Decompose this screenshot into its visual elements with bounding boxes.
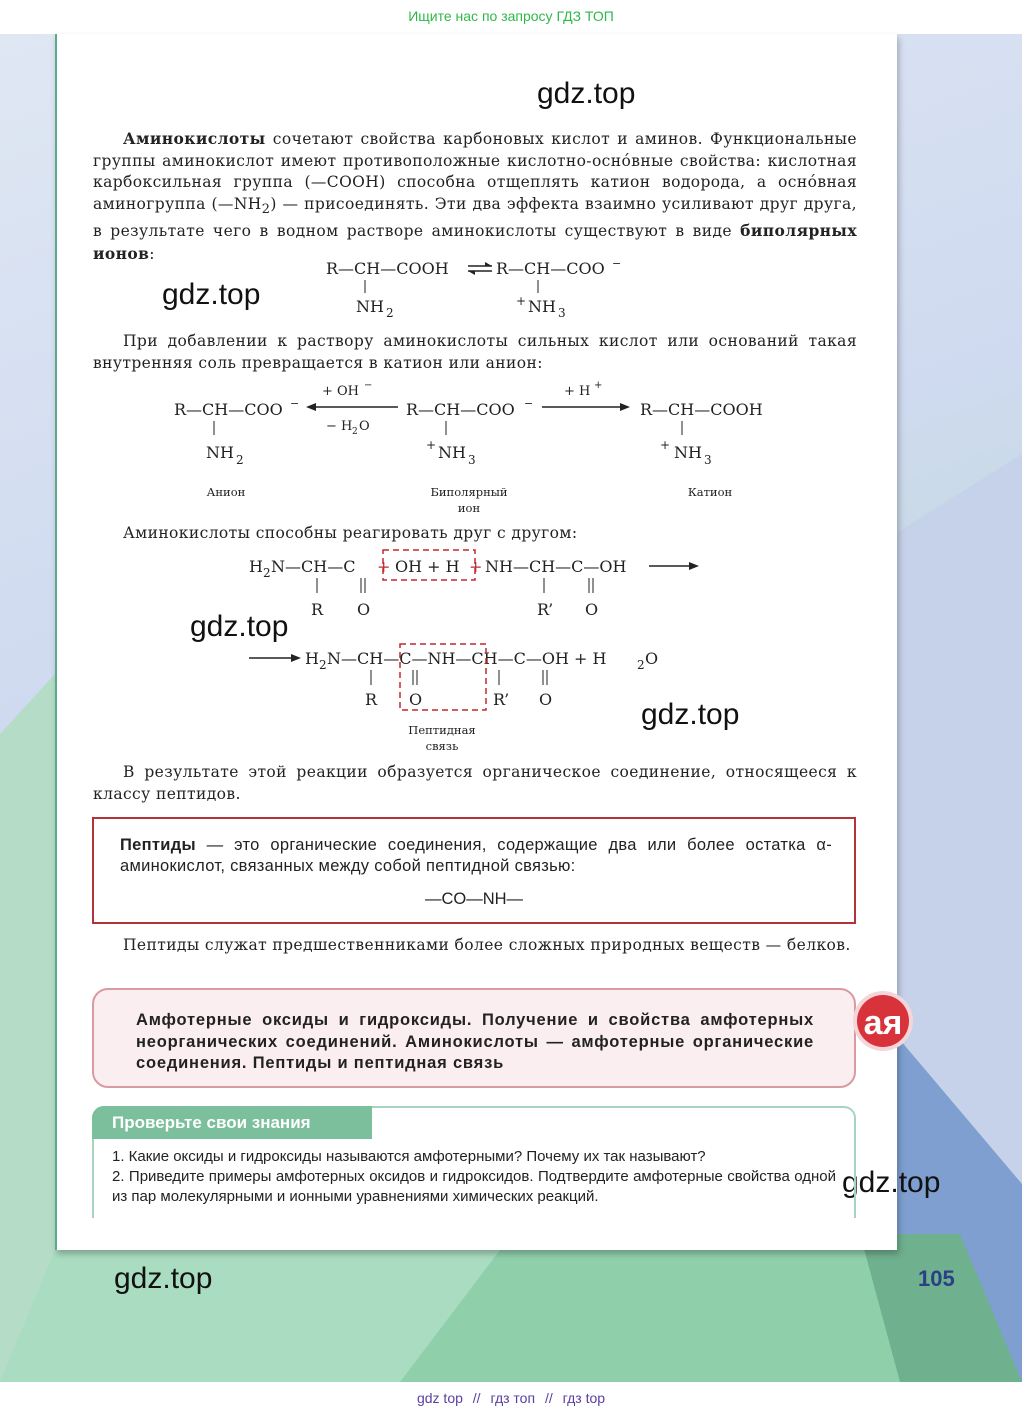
svg-text:R—CH—COOH: R—CH—COOH bbox=[640, 400, 763, 419]
svg-text:O: O bbox=[585, 600, 599, 619]
svg-text:OH + H: OH + H bbox=[395, 557, 460, 576]
check-knowledge-title: Проверьте свои знания bbox=[92, 1106, 372, 1139]
svg-text:2: 2 bbox=[637, 658, 645, 672]
svg-text:ая: ая bbox=[863, 1004, 903, 1042]
svg-text:NH: NH bbox=[438, 443, 466, 462]
svg-text:+ OH: + OH bbox=[322, 384, 360, 399]
svg-text:−: − bbox=[524, 397, 534, 410]
summary-box: Амфотерные оксиды и гидроксиды. Получение и свойства амфотерных неорганических соединений. Аминокислоты — амфотерные органические соединения. Пептиды и пептидная связь bbox=[92, 988, 856, 1088]
svg-text:+: + bbox=[426, 438, 437, 452]
svg-text:R—CH—COOH: R—CH—COOH bbox=[326, 259, 449, 278]
separator: // bbox=[544, 1390, 553, 1406]
definition-text: Пептиды — это органические соединения, содержащие два или более остатка α-аминокислот, связанных между собой пептидной связью: bbox=[120, 836, 832, 875]
bottom-link-3[interactable]: гдз top bbox=[562, 1390, 606, 1406]
svg-text:−: − bbox=[290, 397, 300, 410]
svg-text:N—CH—C—NH—CH—C—OH + H: N—CH—C—NH—CH—C—OH + H bbox=[327, 649, 607, 668]
svg-text:−: − bbox=[364, 380, 373, 391]
paragraph-proteins: Пептиды служат предшественниками более сложных природных веществ — белков. bbox=[123, 936, 851, 954]
label-cation: Катион bbox=[687, 485, 733, 499]
svg-text:2: 2 bbox=[236, 453, 244, 467]
peptide-product-equation bbox=[245, 637, 675, 717]
svg-text:H: H bbox=[249, 557, 263, 576]
bipolar-ion-equation bbox=[320, 255, 640, 325]
svg-text:NH: NH bbox=[528, 297, 556, 316]
paragraph-amino-acids: Аминокислоты сочетают свойства карбоновых кислот и аминов. Функциональные группы аминокислот имеют противоположные кислотно-осно́вные свойства: кислотная карбоксильная группа (—COOH) способна отщеплять катион водорода, а осно́вная аминогруппа $(—NH_2)$ — присоединять. Эти два эффекта взаимно усиливают друг друга, в результате чего в водном растворе аминокислоты существуют в виде биполярных ионов: bbox=[93, 129, 857, 263]
acid-base-equation bbox=[170, 375, 790, 475]
svg-text:R: R bbox=[311, 600, 324, 619]
definition-box bbox=[92, 817, 856, 924]
svg-text:− H: − H bbox=[326, 419, 353, 434]
watermark: gdz.top bbox=[641, 698, 740, 731]
page-number: 105 bbox=[918, 1266, 955, 1291]
watermark: gdz.top bbox=[162, 278, 261, 311]
bottom-link-2[interactable]: гдз топ bbox=[490, 1390, 536, 1406]
svg-text:R—CH—COO: R—CH—COO bbox=[496, 259, 605, 278]
bottom-banner bbox=[0, 1382, 1022, 1416]
bottom-link-1[interactable]: gdz top bbox=[416, 1390, 463, 1406]
svg-text:NH: NH bbox=[206, 443, 234, 462]
svg-text:−: − bbox=[612, 257, 622, 270]
svg-text:+ H: + H bbox=[564, 384, 591, 399]
svg-text:2: 2 bbox=[386, 306, 394, 320]
condensation-equation bbox=[245, 545, 715, 625]
svg-text:3: 3 bbox=[558, 306, 566, 320]
label-peptide-bond: связь bbox=[425, 739, 459, 753]
svg-text:R—CH—COO: R—CH—COO bbox=[174, 400, 283, 419]
svg-text:+: + bbox=[469, 557, 483, 576]
svg-text:R’: R’ bbox=[537, 600, 554, 619]
question-1: 1. Какие оксиды и гидроксиды называются амфотерными? Почему их так называют? bbox=[112, 1148, 706, 1165]
paragraph-react: Аминокислоты способны реагировать друг с другом: bbox=[123, 524, 578, 542]
label-peptide: Пептидная bbox=[408, 723, 476, 737]
watermark: gdz.top bbox=[537, 77, 636, 110]
paragraph-salt: При добавлении к раствору аминокислоты сильных кислот или оснований такая внутренняя соль превращается в катион или анион: bbox=[93, 332, 857, 372]
watermark: gdz.top bbox=[190, 610, 289, 643]
svg-text:+: + bbox=[660, 438, 671, 452]
svg-text:R: R bbox=[365, 690, 378, 709]
svg-text:+: + bbox=[516, 294, 527, 308]
svg-text:R’: R’ bbox=[493, 690, 510, 709]
separator: // bbox=[472, 1390, 481, 1406]
svg-text:O: O bbox=[645, 649, 659, 668]
label-anion: Анион bbox=[206, 485, 246, 499]
svg-text:3: 3 bbox=[468, 453, 476, 467]
label-bipolar: Биполярный bbox=[430, 485, 508, 499]
svg-text:+: + bbox=[377, 557, 391, 576]
svg-text:O: O bbox=[359, 419, 370, 434]
paragraph-result: В результате этой реакции образуется органическое соединение, относящееся к классу пептидов. bbox=[93, 763, 857, 803]
svg-text:O: O bbox=[357, 600, 371, 619]
label-bipolar-ion: ион bbox=[457, 501, 481, 515]
watermark: gdz.top bbox=[842, 1166, 941, 1199]
svg-text:H: H bbox=[305, 649, 319, 668]
check-knowledge-questions bbox=[112, 1147, 836, 1207]
svg-text:NH—CH—C—OH: NH—CH—C—OH bbox=[485, 557, 627, 576]
svg-text:+: + bbox=[594, 380, 603, 391]
svg-text:2: 2 bbox=[319, 658, 327, 672]
svg-text:NH: NH bbox=[356, 297, 384, 316]
svg-text:R—CH—COO: R—CH—COO bbox=[406, 400, 515, 419]
top-banner[interactable]: Ищите нас по запросу ГДЗ ТОП bbox=[0, 0, 1022, 34]
alphabet-icon bbox=[852, 990, 914, 1052]
svg-text:2: 2 bbox=[263, 566, 271, 580]
svg-text:NH: NH bbox=[674, 443, 702, 462]
peptide-bond-formula: —CO—NH— bbox=[424, 890, 524, 908]
svg-text:2: 2 bbox=[352, 427, 358, 437]
svg-text:O: O bbox=[539, 690, 553, 709]
svg-text:O: O bbox=[409, 690, 423, 709]
watermark: gdz.top bbox=[114, 1262, 213, 1295]
question-2: 2. Приведите примеры амфотерных оксидов и гидроксидов. Подтвердите амфотерные свойства одной из пар молекулярными и ионными уравнениями химических реакций. bbox=[112, 1168, 836, 1205]
svg-text:N—CH—C: N—CH—C bbox=[271, 557, 356, 576]
svg-text:3: 3 bbox=[704, 453, 712, 467]
